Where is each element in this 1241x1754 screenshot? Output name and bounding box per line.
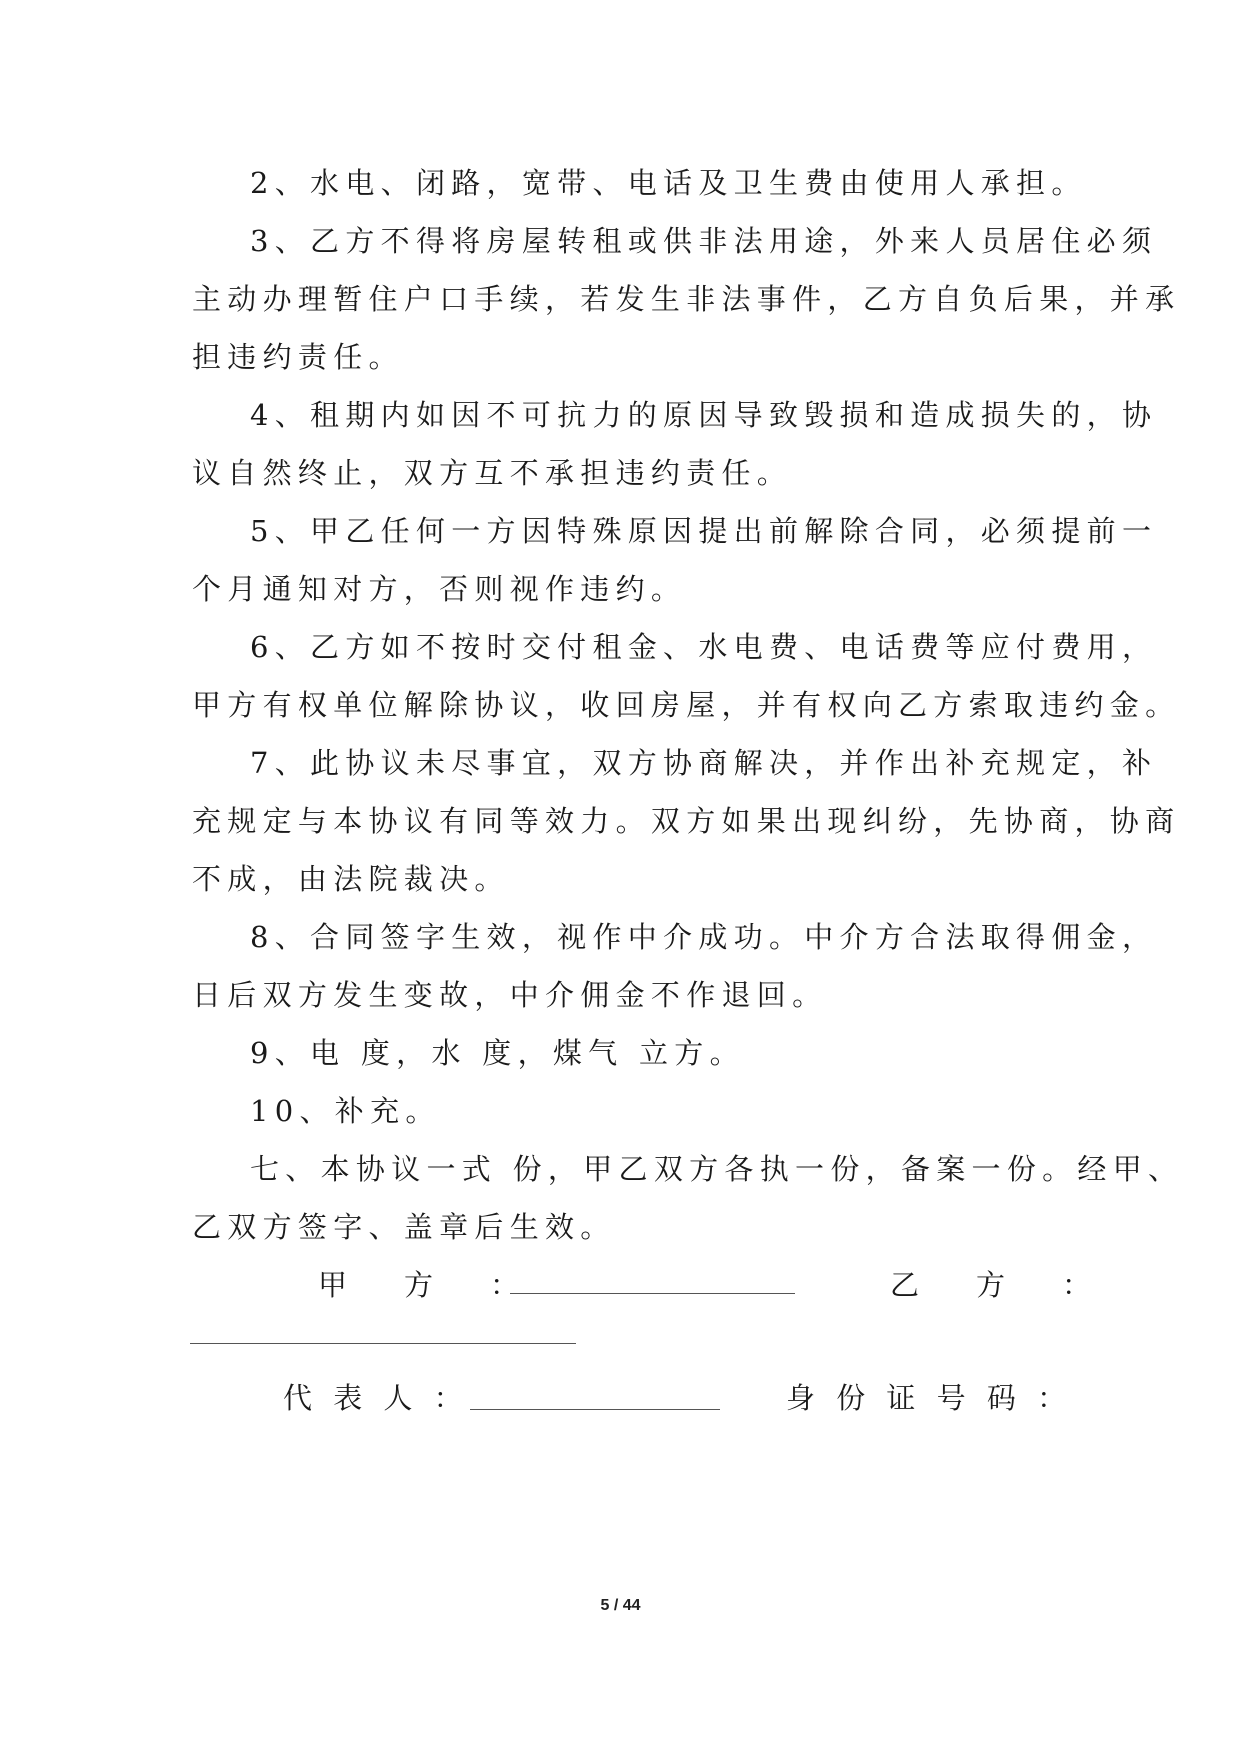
party-a-label: 甲 方 ： xyxy=(318,1268,534,1302)
clause-9-line-1: 9、电 度，水 度，煤气 立方。 xyxy=(250,1036,745,1070)
clause-10-line-1: 10、补充。 xyxy=(250,1094,441,1128)
party-b-signature-line xyxy=(190,1343,576,1344)
clause-5-line-2: 个月通知对方，否则视作违约。 xyxy=(192,572,687,606)
clause-2-line-1: 2、水电、闭路，宽带、电话及卫生费由使用人承担。 xyxy=(250,166,1087,200)
clause-3-line-2: 主动办理暂住户口手续，若发生非法事件，乙方自负后果，并承 xyxy=(192,282,1181,316)
section-7-line-1: 七、本协议一式 份，甲乙双方各执一份，备案一份。经甲、 xyxy=(250,1152,1184,1186)
page-number: 5 / 44 xyxy=(600,1597,641,1614)
clause-7-line-3: 不成，由法院裁决。 xyxy=(192,862,510,896)
party-a-signature-line xyxy=(510,1293,795,1294)
representative-signature-line xyxy=(470,1409,720,1410)
clause-8-line-1: 8、合同签字生效，视作中介成功。中介方合法取得佣金， xyxy=(250,920,1158,954)
clause-7-line-2: 充规定与本协议有同等效力。双方如果出现纠纷，先协商，协商 xyxy=(192,804,1181,838)
clause-8-line-2: 日后双方发生变故，中介佣金不作退回。 xyxy=(192,978,828,1012)
section-7-line-2: 乙双方签字、盖章后生效。 xyxy=(192,1210,616,1244)
clause-7-line-1: 7、此协议未尽事宜，双方协商解决，并作出补充规定，补 xyxy=(250,746,1158,780)
clause-6-line-1: 6、乙方如不按时交付租金、水电费、电话费等应付费用， xyxy=(250,630,1158,664)
clause-5-line-1: 5、甲乙任何一方因特殊原因提出前解除合同，必须提前一 xyxy=(250,514,1158,548)
id-number-label: 身 份 证 号 码 ： xyxy=(786,1381,1073,1415)
clause-4-line-1: 4、租期内如因不可抗力的原因导致毁损和造成损失的，协 xyxy=(250,398,1158,432)
representative-label: 代 表 人 ： xyxy=(283,1381,469,1415)
clause-6-line-2: 甲方有权单位解除协议，收回房屋，并有权向乙方索取违约金。 xyxy=(192,688,1181,722)
clause-3-line-3: 担违约责任。 xyxy=(192,340,404,374)
clause-4-line-2: 议自然终止，双方互不承担违约责任。 xyxy=(192,456,793,490)
clause-3-line-1: 3、乙方不得将房屋转租或供非法用途，外来人员居住必须 xyxy=(250,224,1158,258)
party-b-label: 乙 方 ： xyxy=(890,1268,1106,1302)
